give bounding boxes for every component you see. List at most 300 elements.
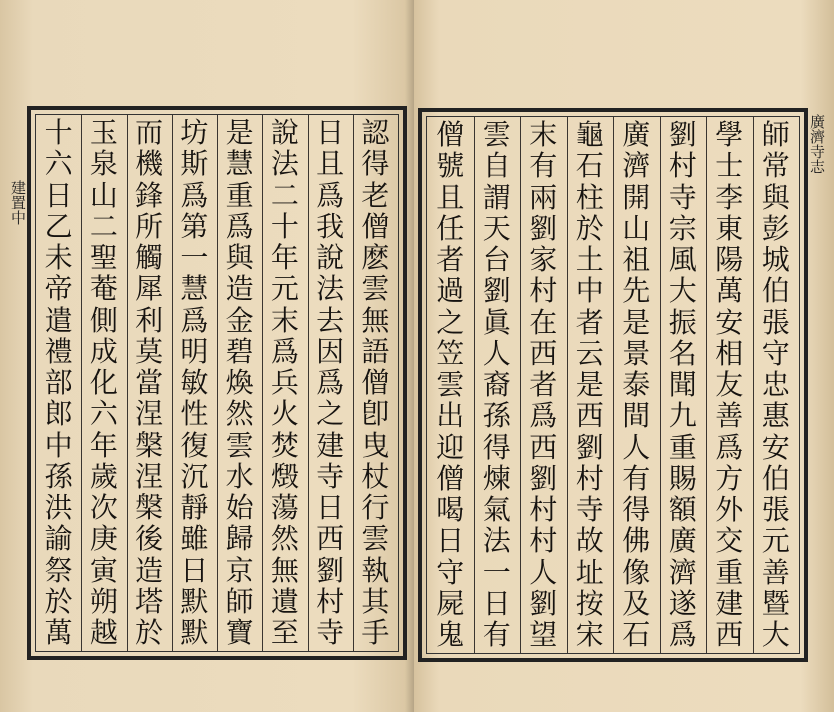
character: 土	[575, 243, 604, 276]
character: 部	[44, 366, 73, 399]
character: 寺	[316, 459, 345, 493]
character: 造	[225, 272, 254, 306]
character: 爲	[668, 618, 697, 651]
character: 去	[316, 303, 345, 337]
character: 法	[270, 147, 299, 181]
character: 日	[316, 491, 345, 524]
character: 無	[270, 553, 299, 587]
character: 帝	[44, 272, 73, 306]
character: 建	[715, 586, 744, 620]
character: 煉	[482, 461, 511, 495]
character: 學	[715, 118, 744, 151]
character: 成	[89, 334, 118, 368]
character: 賜	[668, 461, 697, 495]
character: 曳	[361, 428, 390, 462]
character: 廣	[668, 524, 697, 558]
character: 涅	[135, 459, 164, 493]
character: 未	[44, 241, 73, 274]
character: 常	[761, 149, 790, 183]
character: 無	[361, 303, 390, 337]
character: 越	[89, 616, 118, 649]
left-margin-text: 建置中	[9, 180, 27, 225]
character: 泉	[89, 147, 118, 181]
character: 歲	[89, 459, 118, 493]
character: 有	[482, 618, 511, 651]
character: 觸	[135, 241, 164, 274]
character: 宗	[668, 211, 697, 245]
character: 涅	[135, 397, 164, 431]
character: 麽	[361, 241, 390, 274]
character: 張	[761, 493, 790, 526]
character: 村	[529, 524, 558, 558]
character: 得	[482, 430, 511, 464]
character: 祖	[622, 243, 651, 276]
character: 中	[44, 428, 73, 462]
character: 默	[180, 584, 209, 618]
left-page-column	[217, 115, 263, 651]
character: 當	[135, 366, 164, 399]
character: 天	[482, 211, 511, 245]
right-margin-text: 廣濟寺志	[808, 114, 826, 174]
character: 燬	[270, 459, 299, 493]
character: 後	[135, 522, 164, 556]
character: 爲	[225, 209, 254, 243]
character: 明	[180, 334, 209, 368]
left-page-column	[262, 115, 308, 651]
character: 鋒	[135, 178, 164, 212]
character: 乙	[44, 209, 73, 243]
character: 萬	[715, 274, 744, 308]
right-page-column-text	[753, 118, 800, 651]
character: 石	[575, 149, 604, 183]
character: 建	[316, 428, 345, 462]
character: 振	[668, 305, 697, 339]
character: 號	[436, 149, 465, 183]
character: 出	[436, 399, 465, 433]
character: 焚	[270, 428, 299, 462]
left-page-column	[172, 115, 218, 651]
character: 然	[225, 397, 254, 431]
character: 是	[575, 368, 604, 401]
character: 山	[89, 178, 118, 212]
character: 六	[44, 147, 73, 181]
character: 犀	[135, 272, 164, 306]
right-page-column-text	[660, 118, 707, 651]
character: 重	[715, 555, 744, 589]
character: 人	[482, 336, 511, 370]
left-page-column-text	[308, 116, 353, 649]
character: 守	[436, 555, 465, 589]
character: 址	[575, 555, 604, 589]
character: 孫	[44, 459, 73, 493]
right-page-column-text	[520, 118, 567, 651]
character: 伯	[761, 274, 790, 308]
character: 劉	[668, 118, 697, 151]
character: 廣	[622, 118, 651, 151]
right-page-column	[706, 117, 754, 653]
character: 僧	[436, 461, 465, 495]
character: 杖	[361, 459, 390, 493]
character: 西	[575, 399, 604, 433]
character: 末	[529, 118, 558, 151]
left-page-column	[81, 115, 127, 651]
character: 日	[316, 116, 345, 149]
character: 笠	[436, 336, 465, 370]
character: 是	[225, 116, 254, 149]
right-page-column-text	[706, 118, 753, 651]
character: 聞	[668, 368, 697, 401]
character: 彭	[761, 211, 790, 245]
character: 謂	[482, 180, 511, 214]
character: 煥	[225, 366, 254, 399]
right-page-column-text	[613, 118, 660, 651]
character: 火	[270, 397, 299, 431]
character: 重	[225, 178, 254, 212]
character: 額	[668, 493, 697, 526]
character: 村	[529, 274, 558, 308]
character: 元	[761, 524, 790, 558]
left-page-column	[353, 115, 398, 651]
character: 方	[715, 461, 744, 495]
character: 雖	[180, 522, 209, 556]
character: 村	[668, 149, 697, 183]
character: 遺	[270, 584, 299, 618]
character: 於	[135, 616, 164, 649]
character: 禮	[44, 334, 73, 368]
character: 爲	[316, 366, 345, 399]
character: 朔	[89, 584, 118, 618]
character: 至	[270, 616, 299, 649]
character: 然	[270, 522, 299, 556]
character: 洪	[44, 491, 73, 524]
character: 劉	[482, 274, 511, 308]
character: 士	[715, 149, 744, 183]
right-text-block	[426, 116, 800, 654]
character: 有	[622, 461, 651, 495]
character: 菴	[89, 272, 118, 306]
character: 云	[575, 336, 604, 370]
character: 任	[436, 211, 465, 245]
character: 而	[135, 116, 164, 149]
character: 莫	[135, 334, 164, 368]
character: 斯	[180, 147, 209, 181]
character: 默	[180, 616, 209, 649]
character: 張	[761, 305, 790, 339]
character: 庚	[89, 522, 118, 556]
character: 法	[482, 524, 511, 558]
character: 僧	[361, 209, 390, 243]
character: 按	[575, 586, 604, 620]
character: 二	[89, 209, 118, 243]
character: 劉	[575, 430, 604, 464]
character: 濟	[668, 555, 697, 589]
character: 過	[436, 274, 465, 308]
character: 景	[622, 336, 651, 370]
character: 柱	[575, 180, 604, 214]
character: 先	[622, 274, 651, 308]
left-page-column	[308, 115, 354, 651]
right-page-column	[474, 117, 522, 653]
character: 慧	[180, 272, 209, 306]
character: 喝	[436, 493, 465, 526]
left-page-column	[127, 115, 173, 651]
character: 與	[225, 241, 254, 274]
character: 雲	[482, 118, 511, 151]
right-page-column	[427, 117, 475, 653]
right-page-column	[520, 117, 568, 653]
character: 重	[668, 430, 697, 464]
character: 者	[436, 243, 465, 276]
right-page-column-text	[474, 118, 521, 651]
character: 大	[761, 618, 790, 651]
character: 二	[270, 178, 299, 212]
character: 劉	[529, 586, 558, 620]
character: 安	[761, 430, 790, 464]
left-page-column-text	[172, 116, 217, 649]
character: 僧	[436, 118, 465, 151]
character: 名	[668, 336, 697, 370]
character: 師	[761, 118, 790, 151]
character: 復	[180, 428, 209, 462]
character: 李	[715, 180, 744, 214]
character: 爲	[180, 303, 209, 337]
character: 東	[715, 211, 744, 245]
character: 卽	[361, 397, 390, 431]
character: 中	[575, 274, 604, 308]
character: 其	[361, 584, 390, 618]
character: 爲	[270, 334, 299, 368]
character: 第	[180, 209, 209, 243]
character: 者	[529, 368, 558, 401]
character: 劉	[529, 211, 558, 245]
character: 之	[316, 397, 345, 431]
character: 之	[436, 305, 465, 339]
character: 聖	[89, 241, 118, 274]
character: 寺	[575, 493, 604, 526]
right-page	[414, 0, 834, 712]
character: 於	[575, 211, 604, 245]
character: 歸	[225, 522, 254, 556]
character: 安	[715, 305, 744, 339]
character: 濟	[622, 149, 651, 183]
character: 西	[529, 430, 558, 464]
character: 村	[529, 493, 558, 526]
character: 造	[135, 553, 164, 587]
character: 忠	[761, 368, 790, 401]
right-page-column	[613, 117, 661, 653]
character: 十	[270, 209, 299, 243]
character: 西	[715, 618, 744, 651]
character: 槃	[135, 491, 164, 524]
character: 外	[715, 493, 744, 526]
character: 得	[361, 147, 390, 181]
character: 遂	[668, 586, 697, 620]
character: 玉	[89, 116, 118, 149]
character: 日	[180, 553, 209, 587]
character: 望	[529, 618, 558, 651]
character: 性	[180, 397, 209, 431]
character: 兵	[270, 366, 299, 399]
character: 坊	[180, 116, 209, 149]
character: 十	[44, 116, 73, 149]
character: 交	[715, 524, 744, 558]
character: 敏	[180, 366, 209, 399]
character: 山	[622, 211, 651, 245]
character: 雲	[361, 522, 390, 556]
character: 蕩	[270, 491, 299, 524]
character: 城	[761, 243, 790, 276]
left-page-column	[36, 115, 82, 651]
character: 六	[89, 397, 118, 431]
character: 末	[270, 303, 299, 337]
character: 開	[622, 180, 651, 214]
character: 屍	[436, 586, 465, 620]
character: 遣	[44, 303, 73, 337]
character: 相	[715, 336, 744, 370]
character: 村	[316, 584, 345, 618]
character: 間	[622, 399, 651, 433]
character: 西	[529, 336, 558, 370]
character: 人	[622, 430, 651, 464]
character: 說	[316, 241, 345, 274]
left-page-column-text	[262, 116, 307, 649]
character: 寅	[89, 553, 118, 587]
character: 眞	[482, 305, 511, 339]
character: 沉	[180, 459, 209, 493]
character: 村	[575, 461, 604, 495]
character: 祭	[44, 553, 73, 587]
character: 師	[225, 584, 254, 618]
character: 陽	[715, 243, 744, 276]
character: 暨	[761, 586, 790, 620]
character: 靜	[180, 491, 209, 524]
left-page-column-text	[81, 116, 126, 649]
character: 雲	[361, 272, 390, 306]
character: 元	[270, 272, 299, 306]
character: 佛	[622, 524, 651, 558]
character: 爲	[180, 178, 209, 212]
character: 寺	[316, 616, 345, 649]
character: 爲	[529, 399, 558, 433]
character: 日	[436, 524, 465, 558]
character: 兩	[529, 180, 558, 214]
character: 說	[270, 116, 299, 149]
character: 惠	[761, 399, 790, 433]
right-margin-strip	[806, 100, 834, 600]
character: 寶	[225, 616, 254, 649]
character: 且	[436, 180, 465, 214]
character: 守	[761, 336, 790, 370]
character: 得	[622, 493, 651, 526]
right-page-column	[567, 117, 615, 653]
character: 因	[316, 334, 345, 368]
character: 機	[135, 147, 164, 181]
character: 僧	[361, 366, 390, 399]
character: 年	[270, 241, 299, 274]
right-page-column-text	[427, 118, 474, 651]
character: 認	[361, 116, 390, 149]
left-text-frame	[27, 106, 407, 660]
character: 自	[482, 149, 511, 183]
character: 執	[361, 553, 390, 587]
character: 法	[316, 272, 345, 306]
character: 京	[225, 553, 254, 587]
character: 塔	[135, 584, 164, 618]
character: 水	[225, 459, 254, 493]
character: 我	[316, 209, 345, 243]
character: 是	[622, 305, 651, 339]
character: 爲	[715, 430, 744, 464]
character: 且	[316, 147, 345, 181]
character: 石	[622, 618, 651, 651]
character: 諭	[44, 522, 73, 556]
character: 雲	[436, 368, 465, 401]
character: 迎	[436, 430, 465, 464]
left-page-column-text	[36, 116, 81, 649]
character: 槃	[135, 428, 164, 462]
left-page-column-text	[217, 116, 262, 649]
right-text-frame	[418, 108, 808, 662]
character: 行	[361, 491, 390, 524]
character: 手	[361, 616, 390, 649]
character: 孫	[482, 399, 511, 433]
character: 一	[180, 241, 209, 274]
character: 大	[668, 274, 697, 308]
character: 與	[761, 180, 790, 214]
character: 西	[316, 522, 345, 556]
character: 裔	[482, 368, 511, 401]
character: 日	[44, 178, 73, 212]
character: 宋	[575, 618, 604, 651]
character: 人	[529, 555, 558, 589]
character: 氣	[482, 493, 511, 526]
character: 友	[715, 368, 744, 401]
character: 老	[361, 178, 390, 212]
character: 日	[482, 586, 511, 620]
character: 台	[482, 243, 511, 276]
right-page-column-text	[567, 118, 614, 651]
character: 伯	[761, 461, 790, 495]
character: 側	[89, 303, 118, 337]
character: 劉	[316, 553, 345, 587]
character: 風	[668, 243, 697, 276]
character: 一	[482, 555, 511, 589]
character: 慧	[225, 147, 254, 181]
character: 及	[622, 586, 651, 620]
character: 雲	[225, 428, 254, 462]
character: 鬼	[436, 618, 465, 651]
character: 於	[44, 584, 73, 618]
character: 龜	[575, 118, 604, 151]
character: 年	[89, 428, 118, 462]
character: 有	[529, 149, 558, 183]
character: 始	[225, 491, 254, 524]
character: 利	[135, 303, 164, 337]
character: 泰	[622, 368, 651, 401]
character: 在	[529, 305, 558, 339]
character: 善	[761, 555, 790, 589]
character: 碧	[225, 334, 254, 368]
character: 郎	[44, 397, 73, 431]
character: 寺	[668, 180, 697, 214]
character: 所	[135, 209, 164, 243]
character: 爲	[316, 178, 345, 212]
character: 次	[89, 491, 118, 524]
character: 像	[622, 555, 651, 589]
character: 化	[89, 366, 118, 399]
right-page-column	[660, 117, 708, 653]
character: 故	[575, 524, 604, 558]
